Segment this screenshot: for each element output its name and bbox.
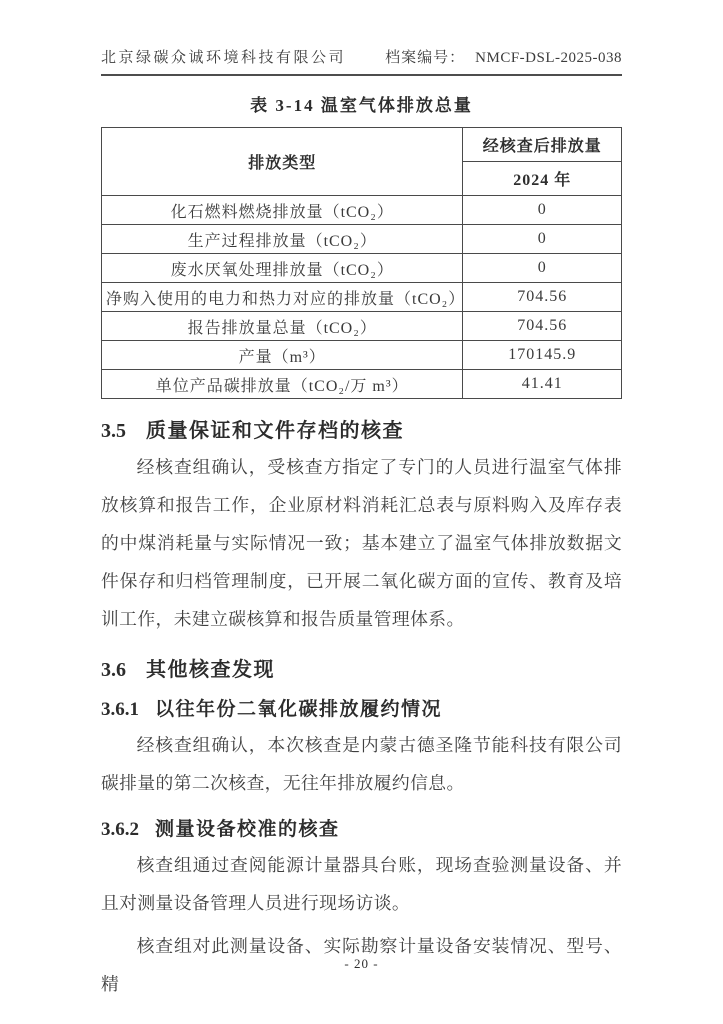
row-label: 废水厌氧处理排放量（tCO₂）	[102, 254, 463, 283]
section-number: 3.6	[101, 659, 126, 681]
table-row	[102, 312, 622, 341]
section-title: 质量保证和文件存档的核查	[146, 420, 404, 442]
section-number: 3.6.1	[101, 699, 139, 720]
row-value: 170145.9	[463, 341, 622, 370]
col-header-emission-type: 排放类型	[102, 128, 463, 196]
section-heading-3-6	[101, 653, 622, 682]
section-title: 以往年份二氧化碳排放履约情况	[155, 699, 443, 720]
section-3-5-paragraph: 经核查组确认，受核查方指定了专门的人员进行温室气体排放核算和报告工作，企业原材料消耗汇总表与原料购入及库存表的中煤消耗量与实际情况一致；基本建立了温室气体排放数据文件保存和归档管理制度，已开展二氧化碳方面的宣传、教育及培训工作，未建立碳核算和报告质量管理体系。	[101, 457, 622, 629]
section-3-6-2-paragraph-2: 核查组对此测量设备、实际勘察计量设备安装情况、型号、精	[101, 936, 622, 994]
table-row	[102, 341, 622, 370]
page-header	[101, 46, 622, 76]
row-value: 704.56	[463, 283, 622, 312]
file-number-label: 档案编号：	[385, 50, 466, 66]
col-header-year: 2024 年	[463, 162, 622, 196]
table-header-row	[102, 128, 622, 162]
row-label: 报告排放量总量（tCO₂）	[102, 312, 463, 341]
table-row	[102, 370, 622, 399]
file-number-value: NMCF-DSL-2025-038	[475, 50, 622, 66]
row-value: 0	[463, 196, 622, 225]
row-value: 41.41	[463, 370, 622, 399]
row-value: 0	[463, 254, 622, 283]
page-number: - 20 -	[344, 956, 379, 971]
table-row	[102, 196, 622, 225]
row-label: 净购入使用的电力和热力对应的排放量（tCO₂）	[102, 283, 463, 312]
table-row	[102, 254, 622, 283]
file-number	[385, 46, 622, 67]
col-header-verified-emissions: 经核查后排放量	[463, 128, 622, 162]
section-number: 3.5	[101, 420, 126, 442]
section-3-6-1-paragraph: 经核查组确认，本次核查是内蒙古德圣隆节能科技有限公司碳排量的第二次核查，无往年排放履约信息。	[101, 735, 622, 793]
section-title: 其他核查发现	[146, 659, 275, 681]
row-label: 单位产品碳排放量（tCO₂/万 m³）	[102, 370, 463, 399]
row-value: 704.56	[463, 312, 622, 341]
row-label: 生产过程排放量（tCO₂）	[102, 225, 463, 254]
row-label: 化石燃料燃烧排放量（tCO₂）	[102, 196, 463, 225]
row-label: 产量（m³）	[102, 341, 463, 370]
section-3-6-2-paragraph-1: 核查组通过查阅能源计量器具台账，现场查验测量设备、并且对测量设备管理人员进行现场访谈。	[101, 855, 622, 913]
section-number: 3.6.2	[101, 819, 139, 840]
table-row	[102, 225, 622, 254]
table-row	[102, 283, 622, 312]
section-title: 测量设备校准的核查	[155, 819, 340, 840]
table-title: 表 3-14 温室气体排放总量	[250, 96, 473, 115]
emissions-table	[101, 127, 622, 399]
company-name: 北京绿碳众诚环境科技有限公司	[101, 50, 347, 66]
section-heading-3-6-2	[101, 814, 622, 841]
section-heading-3-5	[101, 414, 622, 443]
row-value: 0	[463, 225, 622, 254]
section-heading-3-6-1	[101, 694, 622, 721]
